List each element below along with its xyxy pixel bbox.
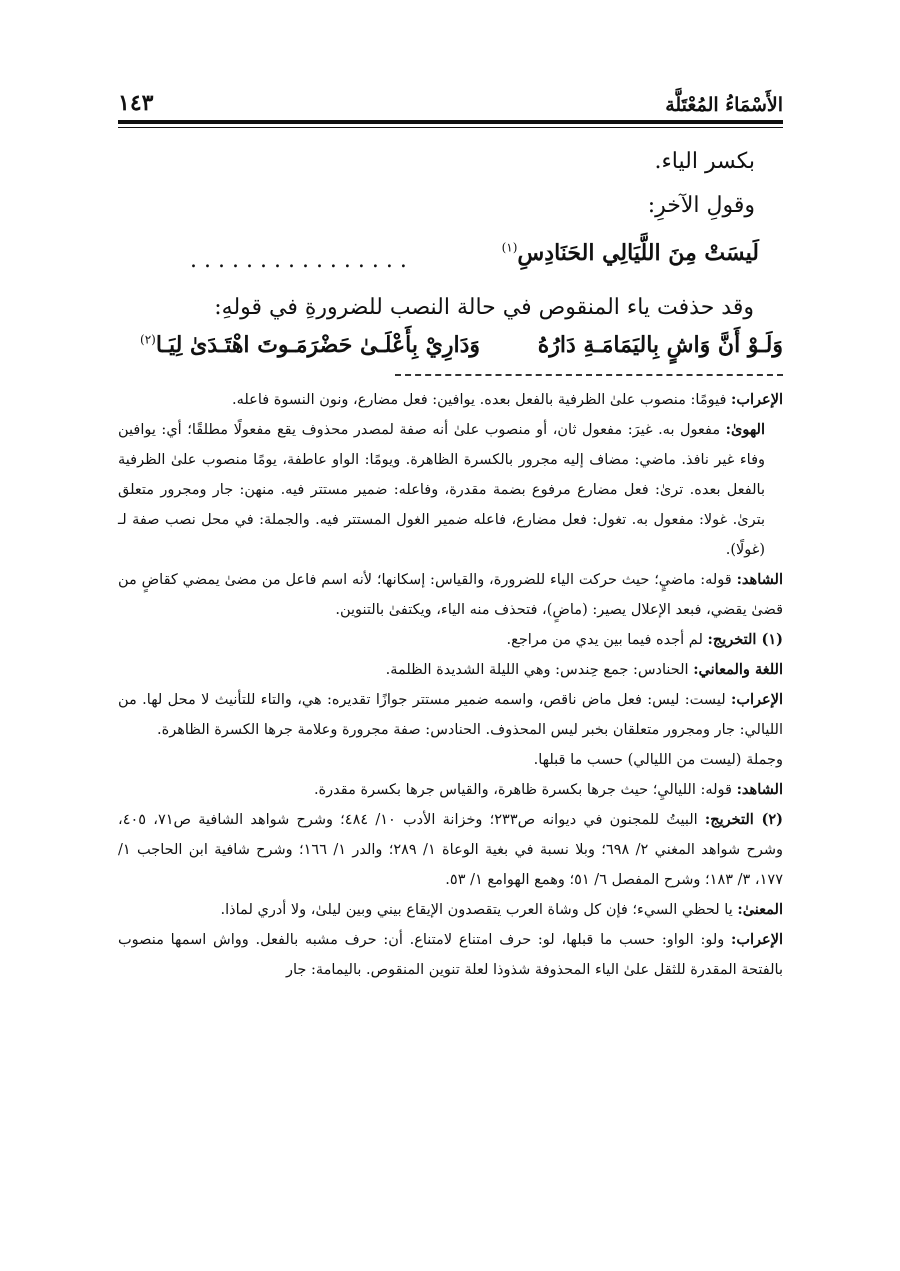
note-paragraph: اللغة والمعاني: الحنادس: جمع حِندس: وهي الليلة الشديدة الظلمة. — [385, 661, 783, 678]
text-line-2: وقولِ الآخرِ: — [647, 193, 755, 218]
note-paragraph: (١) التخريج: لم أجده فيما بين يدي من مراجع. — [506, 631, 783, 648]
note-paragraph: الشاهد: قوله: ماضيٍ؛ حيث حركت الياء للضرورة، والقياس: إسكانها؛ لأنه اسم فاعل من مضىٰ يمضي كقاضٍ من قضىٰ يقضي، فبعد الإعلال يصير: (ماضٍ)، فتحذف منه الياء، ويكتفىٰ بالتنوين. — [118, 571, 783, 618]
page-number: ١٤٣ — [118, 90, 154, 116]
running-title: الأَسْمَاءُ المُعْتَلَّة — [665, 94, 783, 116]
verse-1-text: لَيسَتْ مِنَ اللَّيَالِي الحَنَادِسِ — [517, 240, 759, 266]
header-rule-thin — [118, 127, 783, 128]
note-paragraph: الإعراب: ولو: الواو: حسب ما قبلها، لو: حرف امتناع لامتناع. أن: حرف مشبه بالفعل. وواش اسمها منصوب بالفتحة المقدرة للثقل علىٰ الياء المحذوفة شذوذا لعلة تنوين المنقوص. باليمامة: جار — [118, 931, 783, 978]
note-paragraph: المعنىٰ: يا لحظي السيء؛ فإن كل وشاة العرب يتقصدون الإيقاع بيني وبين ليلىٰ، ولا أدري لماذا. — [220, 901, 783, 918]
verse-1-omitted-dots: ................ — [190, 248, 414, 273]
verse-2-second-hemistich — [140, 332, 480, 358]
verse-1-second-hemistich — [502, 240, 759, 266]
note-paragraph: الشاهد: قوله: اللياليِ؛ حيث جرها بكسرة ظاهرة، والقياس جرها بكسرة مقدرة. — [313, 781, 783, 798]
note-paragraph: (٢) التخريج: البيتُ للمجنون في ديوانه ص٢٣٣؛ وخزانة الأدب ١٠/ ٤٨٤؛ وشرح شواهد الشافية ص٧١، ٤٠٥، وشرح شواهد المغني ٢/ ٦٩٨؛ وبلا نسبة في بغية الوعاة ١/ ٢٨٩؛ والدر ١/ ١٦٦؛ وشرح شافية ابن الحاجب ١/ ١٧٧، ٣/ ١٨٣؛ وشرح المفصل ٦/ ٥١؛ وهمع الهوامع ١/ ٥٣. — [118, 811, 784, 888]
text-line-3: وقد حذفت ياء المنقوص في حالة النصب للضرورةِ في قولهِ: — [214, 295, 754, 320]
note-paragraph: الإعراب: فيومًا: منصوب علىٰ الظرفية بالفعل بعده. يوافين: فعل مضارع، ونون النسوة فاعله. — [231, 391, 783, 408]
header-rule-thick — [118, 120, 783, 124]
note-paragraph: الهوىٰ: مفعول به. غيرَ: مفعول ثان، أو منصوب علىٰ أنه صفة لمصدر محذوف يقع مفعولًا مطلقًا؛ أي: يوافين وفاء غير نافذ. ماضي: مضاف إليه مجرور بالكسرة الظاهرة. ويومًا: الواو عاطفة، يومًا منصوب علىٰ الظرفية بالفعل بعده. ترىٰ: فعل مضارع مرفوع بضمة مقدرة، وفاعله: ضمير مستتر فيه. منهن: جار ومجرور متعلق بترىٰ. غولا: مفعول به. تغول: فعل مضارع، فاعله ضمير الغول المستتر فيه. والجملة: في محل نصب صفة لـ (غولًا). — [118, 421, 766, 558]
note-paragraph: الإعراب: ليست: ليس: فعل ماض ناقص، واسمه ضمير مستتر جوازًا تقديره: هي، والتاء للتأنيث لا محل لها. من الليالي: جار ومجرور متعلقان بخبر ليس المحذوف. الحنادس: صفة مجرورة وعلامة جرها الكسرة الظاهرة. — [118, 691, 783, 738]
footnote-mark-2: (٢) — [140, 332, 156, 347]
footnote-mark-1: (١) — [501, 240, 518, 255]
text-line-1: بكسر الياء. — [654, 149, 755, 174]
page-header — [118, 84, 783, 116]
footnote-separator — [395, 374, 783, 376]
note-paragraph: وجملة (ليست من الليالي) حسب ما قبلها. — [533, 752, 783, 768]
verse-2-text: وَدَارِيْ بِأَعْلَـىٰ حَضْرَمَـوتَ اهْتَـدَىٰ لِيَـا — [155, 332, 481, 358]
footnotes — [118, 385, 783, 985]
verse-2-first-hemistich: وَلَـوْ أَنَّ وَاشٍ بِاليَمَامَـةِ دَارُهُ — [537, 332, 783, 358]
main-text — [118, 140, 783, 228]
